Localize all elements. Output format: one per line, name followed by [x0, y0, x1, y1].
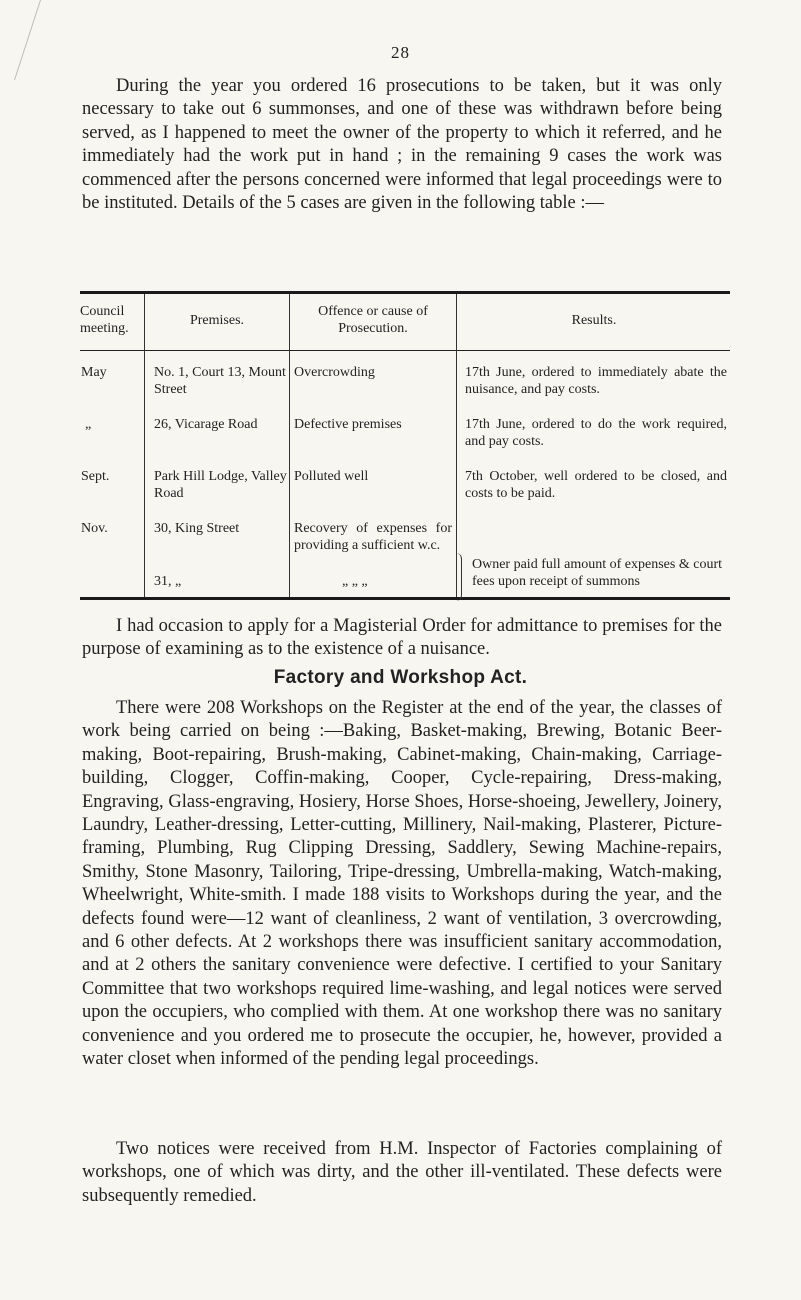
header-premises: Premises.: [189, 313, 245, 328]
table-cell-offence: „ „ „: [342, 574, 368, 589]
table-cell-premises: 26, Vicarage Road: [154, 417, 258, 432]
table-bottom-rule: [80, 597, 730, 600]
factory-notices-paragraph: Two notices were received from H.M. Inspector of Factories complaining of workshops, one of which was dirty, and the other ill-ventilated. These defects were subsequently remedied.: [82, 1139, 722, 1206]
table-cell-offence: Overcrowding: [294, 365, 375, 380]
table-cell-offence: Defective premises: [294, 417, 402, 432]
table-top-rule: [80, 291, 730, 294]
table-cell-month: May: [81, 365, 107, 380]
table-cell-premises: 31, „: [154, 574, 182, 589]
table-cell-grouped-result: Owner paid full amount of expenses & court fees upon receipt of summons: [472, 557, 722, 589]
page-number: 28: [391, 43, 410, 62]
magisterial-order-paragraph: I had occasion to apply for a Magisterial Order for admittance to premises for the purpose of examining as to the existence of a nuisance.: [82, 616, 722, 660]
table-cell-month: „: [85, 417, 92, 432]
column-divider: [289, 294, 290, 597]
table-header-rule: [80, 350, 730, 351]
workshops-paragraph: There were 208 Workshops on the Register at the end of the year, the classes of work being carried on being :—Baking, Basket-making, Brewing, Botanic Beer-making, Boot-repairing, Brush-making, Cabinet-making, Chain-making, Carriage-building, Clogger, Coffin-making, Cooper, Cycle-repairing, Dress-making, Engraving, Glass-engraving, Hosiery, Horse Shoes, Horse-shoeing, Jewellery, Joinery, Laundry, Leather-dressing, Letter-cutting, Millinery, Nail-making, Plasterer, Picture-framing, Plumbing, Rug Clipping Dressing, Saddlery, Sewing Machine-repairs, Smithy, Stone Masonry, Tailoring, Tripe-dressing, Umbrella-making, Watch-making, Wheelwright, White-smith. I made 188 visits to Workshops during the year, and the defects found were—12 want of cleanliness, 2 want of ventilation, 3 overcrowding, and 6 other defects. At 2 workshops there was insufficient sanitary accommodation, and at 2 others the sanitary convenience were defective. I certified to your Sanitary Committee that two workshops required lime-washing, and legal notices were served upon the occupiers, who complied with them. At one workshop there was no sanitary convenience and you ordered me to prosecute the occupier, he, however, provided a water closet when informed of the pending legal proceedings.: [82, 698, 722, 1070]
table-cell-result: 7th October, well ordered to be closed, and costs to be paid.: [465, 469, 727, 501]
prosecution-table: [80, 291, 730, 601]
header-offence: Offence or cause of Prosecution.: [318, 304, 428, 336]
table-cell-month: Nov.: [81, 521, 108, 536]
intro-paragraph: During the year you ordered 16 prosecutions to be taken, but it was only necessary to take out 6 summonses, and one of these was withdrawn before being served, as I happened to meet the owner of the property to which it referred, and he immediately had the work put in hand ; in the remaining 9 cases the work was commenced after the persons concerned were informed that legal proceedings were to be instituted. Details of the 5 cases are given in the following table :—: [82, 76, 722, 214]
table-cell-month: Sept.: [81, 469, 110, 484]
result-bracket: [455, 553, 462, 601]
header-results: Results.: [571, 313, 617, 328]
section-heading: Factory and Workshop Act.: [273, 667, 528, 688]
table-cell-premises: No. 1, Court 13, Mount Street: [154, 365, 286, 397]
table-cell-premises: 30, King Street: [154, 521, 240, 536]
table-cell-result: 17th June, ordered to immediately abate the nuisance, and pay costs.: [465, 365, 727, 397]
table-cell-premises: Park Hill Lodge, Valley Road: [154, 469, 287, 501]
column-divider: [144, 294, 145, 597]
table-cell-result: 17th June, ordered to do the work required, and pay costs.: [465, 417, 727, 449]
header-council-meeting: Council meeting.: [80, 304, 129, 336]
table-cell-offence: Polluted well: [294, 469, 369, 484]
table-cell-offence: Recovery of expenses for providing a sufficient w.c.: [294, 521, 452, 553]
column-divider: [456, 294, 457, 597]
page-fold-mark: [0, 0, 41, 80]
